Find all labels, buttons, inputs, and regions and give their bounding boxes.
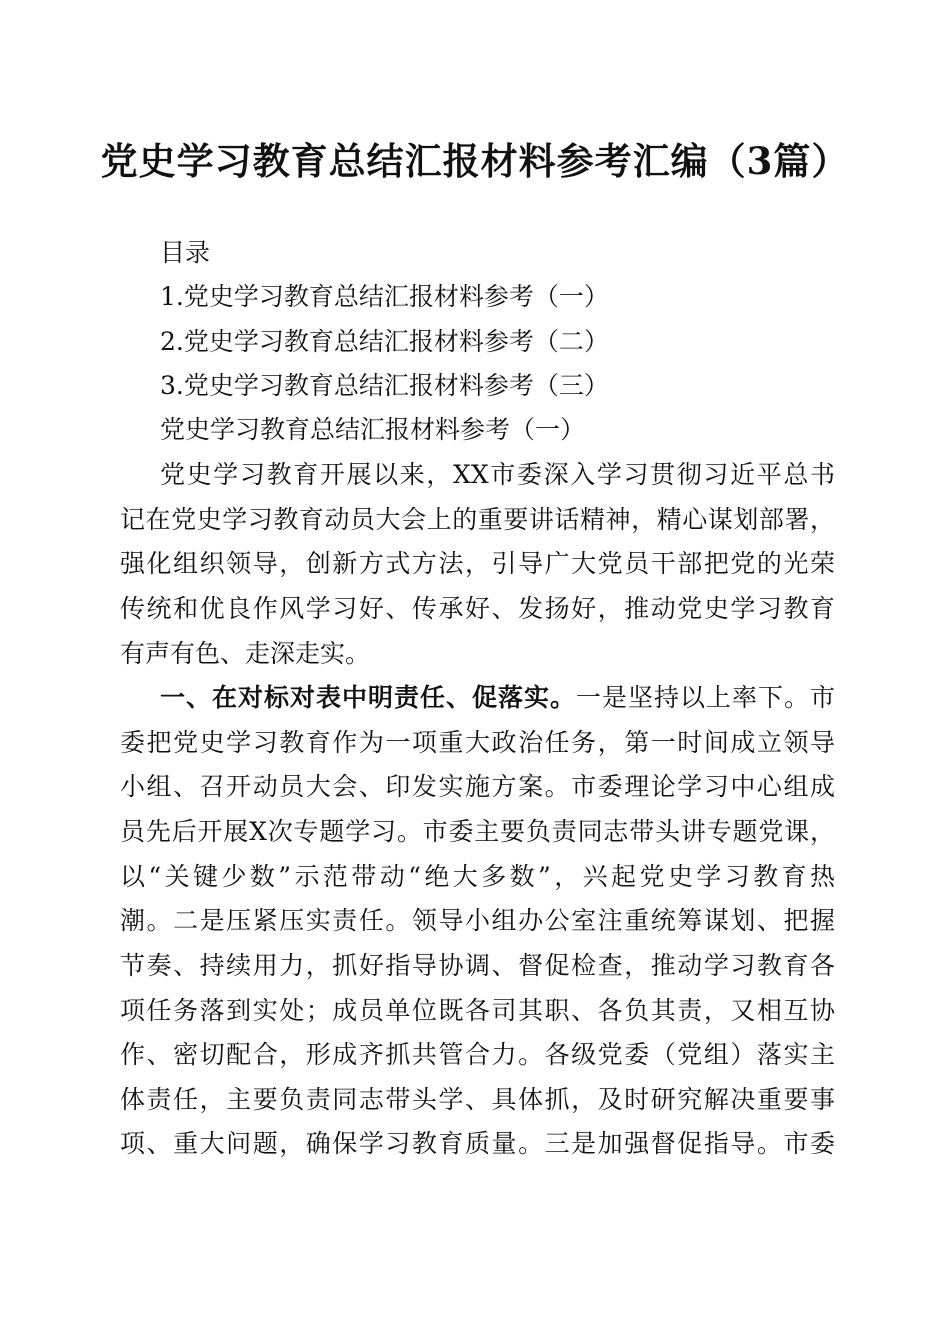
point1-line: 委把党史学习教育作为一项重大政治任务，第一时间成立领导 <box>120 728 835 757</box>
toc-item-2: 2.党史学习教育总结汇报材料参考（二） <box>160 327 609 356</box>
toc-heading: 目录 <box>160 238 211 267</box>
toc-item-1: 1.党史学习教育总结汇报材料参考（一） <box>160 282 609 311</box>
point1-line: 小组、召开动员大会、印发实施方案。市委理论学习中心组成 <box>120 772 835 801</box>
point1-line: 员先后开展X次专题学习。市委主要负责同志带头讲专题党课， <box>120 817 835 846</box>
point1-line: 节奏、持续用力，抓好指导协调、督促检查，推动学习教育各 <box>120 951 835 980</box>
section-title: 党史学习教育总结汇报材料参考（一） <box>160 415 586 444</box>
point1-line: 项、重大问题，确保学习教育质量。三是加强督促指导。市委 <box>120 1129 835 1158</box>
point1-line: 以“关键少数”示范带动“绝大多数”，兴起党史学习教育热 <box>120 862 835 891</box>
intro-line: 传统和优良作风学习好、传承好、发扬好，推动党史学习教育 <box>120 594 835 623</box>
intro-line: 记在党史学习教育动员大会上的重要讲话精神，精心谋划部署， <box>120 505 835 534</box>
point1-heading: 一、在对标对表中明责任、促落实。 <box>160 683 576 712</box>
intro-line: 有声有色、走深走实。 <box>120 639 371 668</box>
intro-line: 强化组织领导，创新方式方法，引导广大党员干部把党的光荣 <box>120 549 835 578</box>
point1-first-line <box>160 681 835 715</box>
toc-item-3: 3.党史学习教育总结汇报材料参考（三） <box>160 371 609 400</box>
intro-line: 党史学习教育开展以来，XX市委深入学习贯彻习近平总书 <box>160 460 835 489</box>
point1-text: 一是坚持以上率下。市 <box>575 683 835 712</box>
point1-line: 项任务落到实处；成员单位既各司其职、各负其责，又相互协 <box>120 996 835 1025</box>
point1-line: 体责任，主要负责同志带头学、具体抓，及时研究解决重要事 <box>120 1085 835 1114</box>
document-title: 党史学习教育总结汇报材料参考汇编（3篇） <box>100 139 850 183</box>
point1-line: 潮。二是压紧压实责任。领导小组办公室注重统筹谋划、把握 <box>120 906 835 935</box>
point1-line: 作、密切配合，形成齐抓共管合力。各级党委（党组）落实主 <box>120 1040 835 1069</box>
